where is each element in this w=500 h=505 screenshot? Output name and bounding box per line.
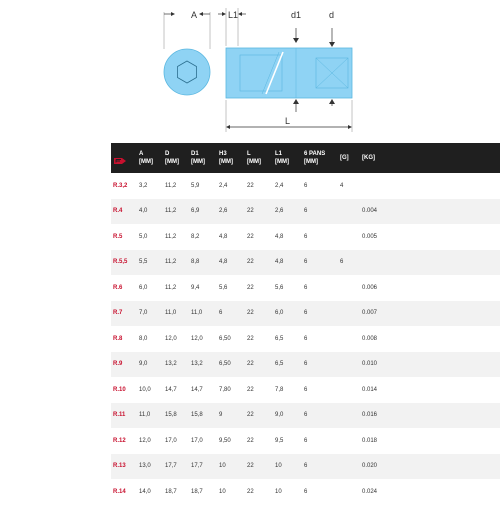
table-cell: 6 bbox=[302, 301, 338, 327]
table-cell: 4,8 bbox=[219, 233, 228, 240]
reference-cell: R.6 bbox=[113, 284, 123, 291]
table-cell: 15,8 bbox=[189, 403, 217, 429]
dim-label-a: A bbox=[191, 10, 198, 20]
table-cell: 6,0 bbox=[139, 284, 148, 291]
table-cell: 6 bbox=[302, 454, 338, 480]
table-cell: 9,5 bbox=[275, 437, 284, 444]
table-cell: 0.007 bbox=[360, 301, 500, 327]
table-cell: 17,7 bbox=[189, 454, 217, 480]
table-cell: 18,7 bbox=[191, 488, 203, 495]
table-cell: 8,0 bbox=[139, 335, 148, 342]
dim-label-d1: d1 bbox=[291, 10, 302, 20]
table-row bbox=[111, 377, 500, 403]
table-cell: 5,6 bbox=[219, 284, 228, 291]
table-cell: 22 bbox=[247, 437, 254, 444]
table-cell: 2,6 bbox=[217, 199, 245, 225]
table-cell: 6 bbox=[302, 199, 338, 225]
dim-label-d: d bbox=[329, 10, 335, 20]
table-cell: 10 bbox=[217, 454, 245, 480]
table-cell: 17,0 bbox=[191, 437, 203, 444]
table-cell: 3,2 bbox=[139, 182, 148, 189]
table-cell: 22 bbox=[245, 352, 273, 378]
table-cell: 5,0 bbox=[139, 233, 148, 240]
table-row bbox=[111, 403, 500, 429]
column-header: L [MM] bbox=[245, 143, 273, 173]
table-row bbox=[111, 173, 500, 199]
table-cell: 13,0 bbox=[137, 454, 163, 480]
table-cell: 6 bbox=[304, 182, 308, 189]
table-cell: 22 bbox=[245, 403, 273, 429]
table-cell: 11,2 bbox=[165, 284, 177, 291]
column-header: D1 [MM] bbox=[189, 143, 217, 173]
table-cell: 6 bbox=[302, 403, 338, 429]
table-cell: 10 bbox=[273, 454, 302, 480]
table-cell: 9,0 bbox=[137, 352, 163, 378]
table-cell: 6 bbox=[304, 284, 308, 291]
table-cell: 0.020 bbox=[360, 454, 500, 480]
reference-cell: R.12 bbox=[113, 437, 126, 444]
table-cell bbox=[360, 250, 500, 276]
table-cell bbox=[338, 454, 360, 480]
table-cell: 22 bbox=[245, 250, 273, 276]
column-header: D [MM] bbox=[163, 143, 189, 173]
table-cell: 6 bbox=[302, 250, 338, 276]
table-cell: 17,7 bbox=[163, 454, 189, 480]
dimension-table bbox=[111, 143, 500, 505]
table-cell: 7,80 bbox=[219, 386, 231, 393]
table-cell: 11,0 bbox=[137, 403, 163, 429]
table-cell: 22 bbox=[245, 454, 273, 480]
table-cell: 5,9 bbox=[191, 182, 200, 189]
table-cell: 22 bbox=[247, 386, 254, 393]
table-cell bbox=[360, 173, 500, 199]
table-row bbox=[111, 199, 500, 225]
column-header: [G] bbox=[338, 143, 360, 173]
table-cell: 12,0 bbox=[139, 437, 151, 444]
table-cell: 10 bbox=[219, 488, 226, 495]
table-cell bbox=[338, 403, 360, 429]
table-cell: 2,4 bbox=[219, 182, 228, 189]
column-header: A [MM] bbox=[137, 143, 163, 173]
table-cell bbox=[338, 275, 360, 301]
facom-logo-icon bbox=[113, 157, 127, 165]
table-cell bbox=[338, 352, 360, 378]
table-cell: 6 bbox=[304, 437, 308, 444]
table-cell: 7,8 bbox=[275, 386, 284, 393]
table-cell: 22 bbox=[247, 488, 254, 495]
table-cell: 8,2 bbox=[191, 233, 200, 240]
table-cell: 6,9 bbox=[189, 199, 217, 225]
table-cell: 0.005 bbox=[362, 233, 378, 240]
reference-cell: R.3,2 bbox=[113, 182, 128, 189]
table-cell: 6,0 bbox=[273, 301, 302, 327]
table-cell: 22 bbox=[247, 284, 254, 291]
table-cell: 4,8 bbox=[217, 250, 245, 276]
table-cell: 10 bbox=[275, 488, 282, 495]
table-cell: 0.024 bbox=[362, 488, 378, 495]
column-header: L1 [MM] bbox=[273, 143, 302, 173]
table-cell: 6 bbox=[304, 233, 308, 240]
table-cell: 6,5 bbox=[273, 352, 302, 378]
socket-side-view bbox=[226, 48, 352, 98]
table-cell: 6 bbox=[304, 335, 308, 342]
header-row bbox=[111, 143, 500, 173]
table-cell: 8,8 bbox=[189, 250, 217, 276]
reference-cell: R.4 bbox=[111, 199, 137, 225]
table-header bbox=[111, 143, 500, 173]
table-cell: 6 bbox=[217, 301, 245, 327]
table-cell: 5,5 bbox=[137, 250, 163, 276]
table-cell: 6,50 bbox=[219, 335, 231, 342]
table-row bbox=[111, 301, 500, 327]
table-row bbox=[111, 479, 500, 505]
table-cell: 9 bbox=[217, 403, 245, 429]
table-cell: 0.004 bbox=[360, 199, 500, 225]
table-cell bbox=[338, 428, 360, 454]
table-cell: 0.014 bbox=[362, 386, 378, 393]
table-cell: 22 bbox=[247, 182, 254, 189]
table-cell: 6 bbox=[302, 352, 338, 378]
table-cell: 0.010 bbox=[360, 352, 500, 378]
table-cell: 10,0 bbox=[139, 386, 151, 393]
table-cell bbox=[338, 479, 360, 505]
table-cell: 0.018 bbox=[362, 437, 378, 444]
reference-cell: R.7 bbox=[111, 301, 137, 327]
table-cell: 14,0 bbox=[139, 488, 151, 495]
table-cell: 9,0 bbox=[273, 403, 302, 429]
reference-cell: R.11 bbox=[111, 403, 137, 429]
table-cell: 4 bbox=[340, 182, 344, 189]
table-cell: 6 bbox=[338, 250, 360, 276]
table-cell: 4,0 bbox=[137, 199, 163, 225]
reference-cell: R.13 bbox=[111, 454, 137, 480]
column-header: H3 [MM] bbox=[217, 143, 245, 173]
table-cell bbox=[338, 224, 360, 250]
reference-cell: R.5 bbox=[113, 233, 123, 240]
table-cell: 17,0 bbox=[165, 437, 177, 444]
table-cell: 0.006 bbox=[362, 284, 378, 291]
table-cell: 6,5 bbox=[275, 335, 284, 342]
socket-end-view bbox=[164, 12, 210, 95]
table-cell bbox=[338, 377, 360, 403]
table-cell: 6 bbox=[304, 386, 308, 393]
table-row bbox=[111, 250, 500, 276]
table-cell: 7,0 bbox=[137, 301, 163, 327]
reference-cell: R.10 bbox=[113, 386, 126, 393]
table-cell: 0.008 bbox=[362, 335, 378, 342]
column-header: 6 PANS [MM] bbox=[302, 143, 338, 173]
table-cell: 22 bbox=[247, 335, 254, 342]
reference-cell: R.8 bbox=[113, 335, 123, 342]
table-cell: 22 bbox=[245, 199, 273, 225]
table-cell: 14,7 bbox=[191, 386, 203, 393]
brand-logo-cell bbox=[111, 143, 137, 173]
table-cell: 12,0 bbox=[165, 335, 177, 342]
table-cell: 22 bbox=[247, 233, 254, 240]
table-row bbox=[111, 454, 500, 480]
table-cell bbox=[338, 326, 360, 352]
table-cell: 11,2 bbox=[165, 182, 177, 189]
table-row bbox=[111, 428, 500, 454]
table-cell bbox=[338, 199, 360, 225]
table-cell: 4,8 bbox=[275, 233, 284, 240]
table-cell: 2,6 bbox=[273, 199, 302, 225]
table-cell: 14,7 bbox=[165, 386, 177, 393]
reference-cell: R.9 bbox=[111, 352, 137, 378]
reference-cell: R.14 bbox=[113, 488, 126, 495]
table-row bbox=[111, 275, 500, 301]
table-cell bbox=[338, 301, 360, 327]
table-cell: 6 bbox=[304, 488, 308, 495]
table-cell: 13,2 bbox=[163, 352, 189, 378]
table-cell: 2,4 bbox=[275, 182, 284, 189]
reference-cell: R.5,5 bbox=[111, 250, 137, 276]
table-cell: 6,50 bbox=[217, 352, 245, 378]
table-cell: 11,0 bbox=[163, 301, 189, 327]
table-cell: 11,2 bbox=[163, 199, 189, 225]
table-cell: 9,50 bbox=[219, 437, 231, 444]
table-row bbox=[111, 224, 500, 250]
table-cell: 11,2 bbox=[165, 233, 177, 240]
table-row bbox=[111, 326, 500, 352]
table-cell: 13,2 bbox=[189, 352, 217, 378]
table-cell: 12,0 bbox=[191, 335, 203, 342]
dim-label-l: L bbox=[285, 116, 291, 126]
table-cell: 15,8 bbox=[163, 403, 189, 429]
table-body bbox=[111, 173, 500, 505]
table-cell: 4,8 bbox=[273, 250, 302, 276]
table-cell: 11,2 bbox=[163, 250, 189, 276]
table-cell: 5,6 bbox=[275, 284, 284, 291]
dim-label-l1: L1 bbox=[228, 10, 239, 20]
table-cell: 22 bbox=[245, 301, 273, 327]
table-cell: 18,7 bbox=[165, 488, 177, 495]
table-row bbox=[111, 352, 500, 378]
table-cell: 9,4 bbox=[191, 284, 200, 291]
socket-dimension-diagram bbox=[0, 0, 500, 140]
table-cell: 0.016 bbox=[360, 403, 500, 429]
column-header: [KG] bbox=[360, 143, 500, 173]
table-cell: 11,0 bbox=[189, 301, 217, 327]
